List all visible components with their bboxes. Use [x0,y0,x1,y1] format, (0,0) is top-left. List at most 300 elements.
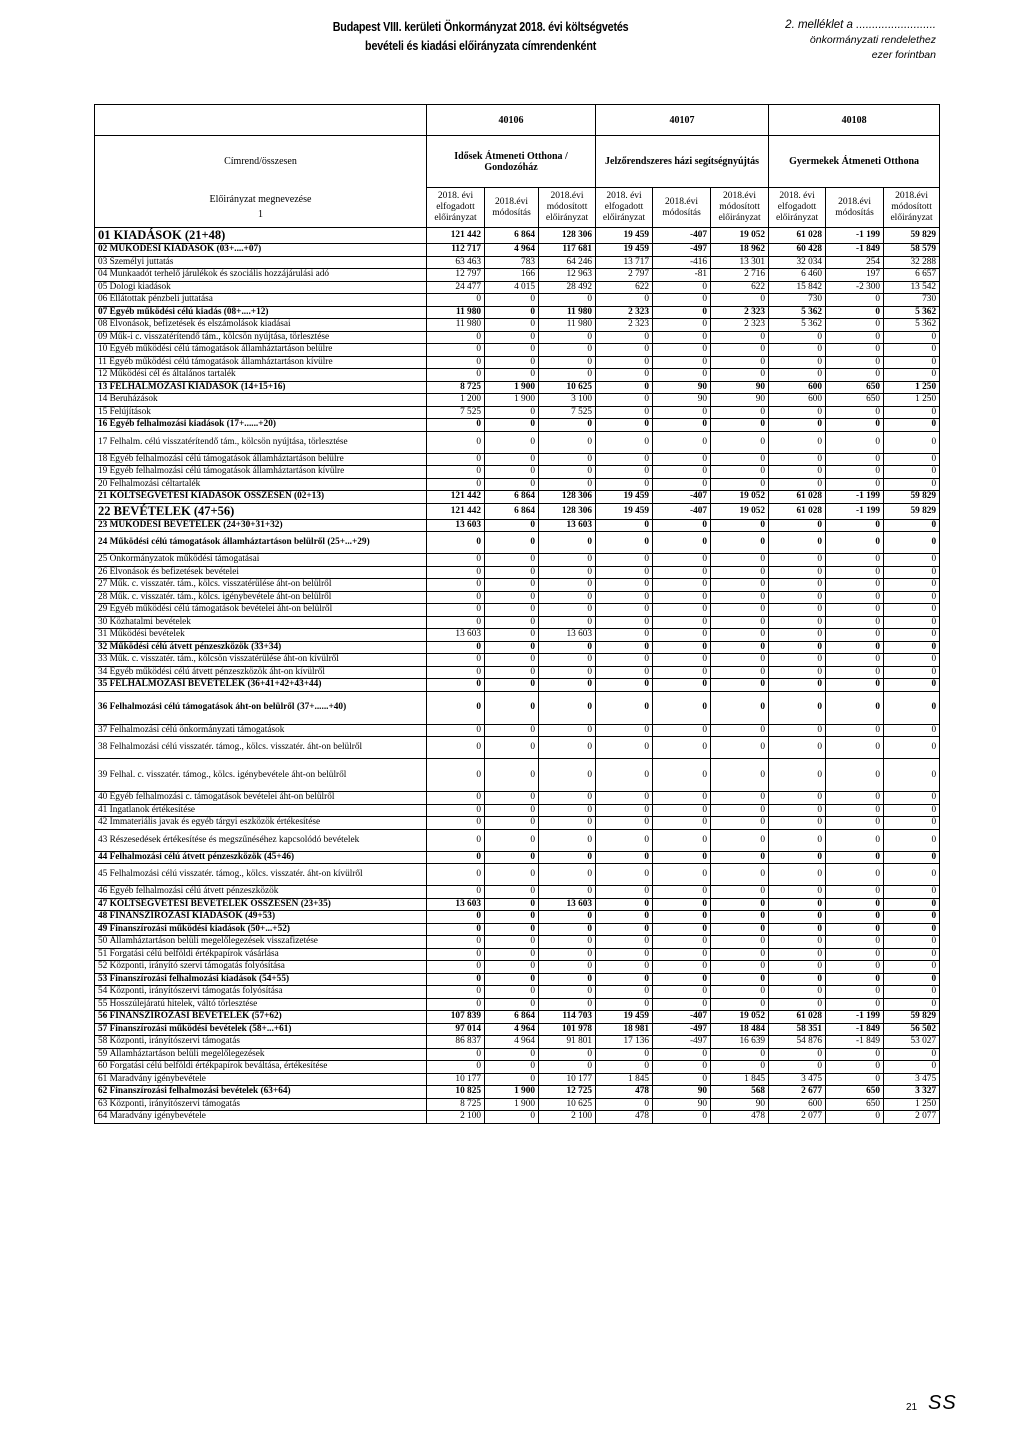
row-value: 0 [539,466,596,479]
row-value: 0 [653,948,711,961]
row-value: 0 [884,923,940,936]
row-label: 62 Finanszírozási felhalmozási bevételek (63+64) [95,1086,427,1099]
row-value: 0 [596,898,653,911]
row-label: 16 Egyéb felhalmozási kiadások (17+......+20) [95,419,427,432]
row-value: 783 [485,256,539,269]
row-value: -1 199 [826,1011,884,1024]
row-value: 0 [711,886,769,899]
row-value: 6 460 [769,269,826,282]
row-value: 0 [884,724,940,737]
table-row [95,244,940,257]
row-value: 0 [653,886,711,899]
row-value: 10 177 [427,1073,485,1086]
row-value: 0 [427,817,485,830]
row-value: 0 [711,641,769,654]
row-value: 0 [769,1048,826,1061]
row-value: 10 625 [539,381,596,394]
row-value: 0 [427,923,485,936]
row-value: 0 [884,431,940,453]
row-label: 49 Finanszírozási működési kiadások (50+...+52) [95,923,427,936]
row-value: 0 [769,641,826,654]
table-row [95,344,940,357]
row-value: 0 [884,629,940,642]
row-value: 478 [711,1111,769,1124]
row-value: 2 677 [769,1086,826,1099]
table-row [95,948,940,961]
table-row [95,666,940,679]
row-value: 60 428 [769,244,826,257]
table-row [95,886,940,899]
row-value: 0 [596,654,653,667]
row-value: 0 [884,986,940,999]
row-value: -1 199 [826,228,884,244]
row-value: 6 864 [485,228,539,244]
row-value: 18 981 [596,1023,653,1036]
row-value: 0 [485,579,539,592]
row-value: 0 [485,737,539,759]
table-row [95,519,940,532]
row-label: 41 Ingatlanok értékesítése [95,804,427,817]
row-value: 19 459 [596,491,653,504]
row-value: 19 459 [596,228,653,244]
row-value: 0 [596,666,653,679]
row-value: 0 [596,356,653,369]
row-value: 0 [826,666,884,679]
row-value: 0 [826,923,884,936]
row-value: 18 962 [711,244,769,257]
row-value: 0 [427,737,485,759]
row-value: 0 [769,936,826,949]
row-value: 0 [539,759,596,792]
row-value: 121 442 [427,228,485,244]
row-value: 0 [653,579,711,592]
row-value: 0 [427,792,485,805]
row-value: 19 052 [711,491,769,504]
row-label: 47 KÖLTSÉGVETÉSI BEVÉTELEK ÖSSZESEN (23+35) [95,898,427,911]
row-value: -1 849 [826,1036,884,1049]
row-label: 37 Felhalmozási célú önkormányzati támogatások [95,724,427,737]
row-value: 13 717 [596,256,653,269]
annex-label: 2. melléklet a ......................... [785,19,936,31]
row-value: 0 [711,851,769,864]
row-value: 0 [826,1073,884,1086]
row-value: 0 [711,804,769,817]
row-value: 0 [769,369,826,382]
row-label: 59 Államháztartáson belüli megelőlegezések [95,1048,427,1061]
row-value: 90 [653,394,711,407]
row-value: 0 [826,453,884,466]
row-value: 0 [539,737,596,759]
table-row [95,319,940,332]
row-value: 0 [485,1111,539,1124]
row-value: 0 [427,759,485,792]
row-value: 0 [769,356,826,369]
row-value: 0 [485,466,539,479]
row-value: 254 [826,256,884,269]
row-value: 0 [826,654,884,667]
row-label: 13 FELHALMOZÁSI KIADÁSOK (14+15+16) [95,381,427,394]
row-value: 0 [711,817,769,830]
table-row [95,1061,940,1074]
row-value: 0 [769,864,826,886]
table-row [95,616,940,629]
row-value: 0 [427,886,485,899]
group-code: 40107 [596,105,769,136]
row-value: 0 [826,886,884,899]
row-label: 19 Egyéb felhalmozási célú támogatások államháztartáson kívülre [95,466,427,479]
row-value: 0 [711,986,769,999]
row-value: 121 442 [427,491,485,504]
table-row [95,579,940,592]
row-value: 650 [826,394,884,407]
row-value: 8 725 [427,1098,485,1111]
table-row [95,1086,940,1099]
row-value: 0 [826,306,884,319]
row-label: 52 Központi, irányító szervi támogatás folyósítása [95,961,427,974]
row-value: 0 [596,679,653,692]
row-value: 0 [769,961,826,974]
row-value: 0 [653,344,711,357]
row-value: 0 [826,998,884,1011]
row-value: 117 681 [539,244,596,257]
row-value: 0 [769,419,826,432]
row-value: 0 [826,419,884,432]
row-label: 42 Immateriális javak és egyéb tárgyi eszközök értékesítése [95,817,427,830]
row-value: 0 [769,911,826,924]
row-label: 06 Ellátottak pénzbeli juttatása [95,294,427,307]
row-value: 0 [539,356,596,369]
row-value: 0 [485,532,539,554]
row-value: 0 [826,591,884,604]
row-value: 61 028 [769,1011,826,1024]
row-value: 0 [653,1073,711,1086]
row-value: 622 [711,281,769,294]
row-value: 0 [539,579,596,592]
row-value: 0 [826,759,884,792]
row-value: 0 [884,616,940,629]
row-value: 0 [485,948,539,961]
row-value: 0 [711,331,769,344]
row-value: 0 [485,898,539,911]
row-value: 0 [596,478,653,491]
row-value: 0 [596,724,653,737]
row-label: 10 Egyéb működési célú támogatások államháztartáson belülre [95,344,427,357]
row-value: 0 [653,759,711,792]
table-row [95,724,940,737]
row-value: 0 [539,923,596,936]
row-value: 0 [485,406,539,419]
row-value: 0 [596,532,653,554]
row-value: 0 [826,1048,884,1061]
row-value: 0 [826,478,884,491]
row-label: 39 Felhal. c. visszatér. támog., kölcs. igénybevétele áht-on belülről [95,759,427,792]
row-value: 0 [884,519,940,532]
row-value: 0 [427,478,485,491]
row-value: 0 [884,804,940,817]
row-value: 0 [653,406,711,419]
row-value: 0 [826,898,884,911]
row-value: 0 [427,641,485,654]
row-value: 730 [769,294,826,307]
row-label: 60 Forgatási célú belföldi értékpapírok beváltása, értékesítése [95,1061,427,1074]
col-header: 2018. évi elfogadott előirányzat [596,188,653,228]
row-value: 0 [884,331,940,344]
row-value: 0 [427,666,485,679]
table-row [95,269,940,282]
table-row [95,381,940,394]
row-value: 0 [653,356,711,369]
table-row [95,998,940,1011]
row-value: 1 845 [711,1073,769,1086]
row-value: 0 [539,369,596,382]
row-value: 0 [539,1048,596,1061]
row-value: 0 [826,1111,884,1124]
row-value: 0 [485,973,539,986]
row-value: 0 [653,604,711,617]
row-value: 0 [884,961,940,974]
head-blank [95,105,427,136]
row-value: 0 [826,331,884,344]
row-value: 0 [427,356,485,369]
row-value: 0 [539,817,596,830]
row-value: 0 [596,1061,653,1074]
row-label: 24 Működési célú támogatások államháztartáson belülről (25+...+29) [95,532,427,554]
row-value: 0 [485,864,539,886]
row-value: 0 [596,419,653,432]
row-value: 0 [711,724,769,737]
row-value: 0 [711,579,769,592]
row-value: 58 351 [769,1023,826,1036]
row-value: 0 [711,911,769,924]
row-value: -407 [653,1011,711,1024]
row-label: 28 Műk. c. visszatér. tám., kölcs. igénybevétele áht-on belülről [95,591,427,604]
row-value: 0 [826,864,884,886]
row-value: 19 052 [711,228,769,244]
table-row [95,228,940,244]
table-row [95,566,940,579]
row-value: 0 [884,406,940,419]
row-value: 1 200 [427,394,485,407]
table-row [95,691,940,724]
row-value: 0 [711,356,769,369]
row-value: 0 [711,737,769,759]
row-value: -497 [653,1036,711,1049]
row-value: 0 [539,961,596,974]
row-value: 0 [769,466,826,479]
row-value: 0 [769,654,826,667]
table-row [95,864,940,886]
row-value: 0 [711,923,769,936]
row-value: 0 [653,817,711,830]
row-value: 0 [427,419,485,432]
table-row [95,294,940,307]
row-value: 0 [711,864,769,886]
row-value: 0 [884,898,940,911]
row-value: 0 [884,369,940,382]
table-row [95,923,940,936]
table-row [95,419,940,432]
col-header: 2018.évi módosított előirányzat [711,188,769,228]
row-value: 0 [653,724,711,737]
row-value: 0 [826,356,884,369]
handwritten-initials: SS [928,1392,957,1414]
row-value: 0 [653,281,711,294]
row-value: 1 900 [485,394,539,407]
annex-reference [785,18,936,63]
table-row [95,629,940,642]
row-value: 0 [826,604,884,617]
row-value: 0 [539,936,596,949]
row-value: 0 [826,986,884,999]
row-value: 0 [653,478,711,491]
row-value: 0 [539,566,596,579]
row-value: 0 [769,566,826,579]
row-value: 12 797 [427,269,485,282]
row-value: 600 [769,1098,826,1111]
row-value: 0 [596,381,653,394]
row-value: 0 [769,851,826,864]
col-header: 2018.évi módosított előirányzat [884,188,940,228]
row-value: 0 [539,294,596,307]
row-value: 0 [539,453,596,466]
row-value: 0 [596,294,653,307]
row-value: 32 288 [884,256,940,269]
row-value: 0 [884,666,940,679]
row-label: 43 Részesedések értékesítése és megszűnéséhez kapcsolódó bevételek [95,829,427,851]
row-label: 02 MŰKÖDÉSI KIADÁSOK (03+....+07) [95,244,427,257]
row-value: 0 [884,911,940,924]
row-label: 25 Önkormányzatok működési támogatásai [95,554,427,567]
row-value: 11 980 [539,306,596,319]
row-label: 32 Működési célú átvett pénzeszközök (33+34) [95,641,427,654]
row-value: 0 [769,691,826,724]
row-value: 0 [884,604,940,617]
row-value: 0 [884,579,940,592]
row-label: 48 FINANSZÍROZÁSI KIADÁSOK (49+53) [95,911,427,924]
row-value: 0 [826,431,884,453]
table-row [95,554,940,567]
row-value: 0 [826,829,884,851]
row-value: 0 [711,466,769,479]
row-label: 27 Műk. c. visszatér. tám., kölcs. visszatérülése áht-on belülről [95,579,427,592]
row-value: 0 [596,804,653,817]
row-value: 0 [884,466,940,479]
row-value: 0 [711,591,769,604]
row-value: 0 [596,1048,653,1061]
row-value: 64 246 [539,256,596,269]
table-body [95,228,940,1124]
row-value: 0 [711,344,769,357]
row-value: 0 [485,986,539,999]
row-value: 0 [485,759,539,792]
row-value: 0 [427,998,485,1011]
row-value: 2 100 [427,1111,485,1124]
row-value: 0 [596,737,653,759]
table-row [95,466,940,479]
row-value: 0 [427,1048,485,1061]
row-value: 0 [427,911,485,924]
col-header: 2018. évi elfogadott előirányzat [769,188,826,228]
row-value: 0 [884,829,940,851]
row-label: 53 Finanszírozási felhalmozási kiadások (54+55) [95,973,427,986]
row-value: 0 [653,369,711,382]
table-row [95,1048,940,1061]
row-label: 23 MŰKÖDÉSI BEVÉTELEK (24+30+31+32) [95,519,427,532]
row-label: 34 Egyéb működési célú átvett pénzeszközök áht-on kívülről [95,666,427,679]
row-value: 0 [826,616,884,629]
row-value: -497 [653,1023,711,1036]
row-value: 650 [826,1086,884,1099]
table-row [95,356,940,369]
col-header: 2018.évi módosított előirányzat [539,188,596,228]
group-name: Idősek Átmeneti Otthona / Gondozóház [427,136,596,188]
row-value: 0 [427,724,485,737]
row-value: 0 [884,851,940,864]
row-value: 0 [769,679,826,692]
row-value: 0 [711,419,769,432]
row-value: -1 849 [826,1023,884,1036]
row-value: 0 [596,961,653,974]
table-row [95,453,940,466]
row-value: 0 [539,792,596,805]
row-value: 0 [884,679,940,692]
row-value: 0 [653,864,711,886]
col-header: 2018.évi módosítás [826,188,884,228]
row-value: 0 [596,911,653,924]
row-value: 4 964 [485,244,539,257]
nevezes-text: Előirányzat megnevezése [209,194,312,206]
row-value: 4 015 [485,281,539,294]
row-value: 0 [653,1048,711,1061]
table-row [95,369,940,382]
row-value: 5 362 [884,306,940,319]
row-value: 0 [711,973,769,986]
row-value: 6 657 [884,269,940,282]
row-value: 0 [427,936,485,949]
table-row [95,641,940,654]
row-value: 4 964 [485,1023,539,1036]
table-row [95,1098,940,1111]
col-header: 2018. évi elfogadott előirányzat [427,188,485,228]
table-row [95,591,940,604]
row-value: 0 [653,331,711,344]
row-value: 0 [711,604,769,617]
row-value: 0 [539,973,596,986]
row-value: 650 [826,381,884,394]
row-value: 0 [485,724,539,737]
row-value: 12 963 [539,269,596,282]
row-value: 19 459 [596,1011,653,1024]
row-value: 0 [884,998,940,1011]
row-value: 59 829 [884,1011,940,1024]
row-label: 09 Műk-i c. visszatérítendő tám., kölcsön nyújtása, törlesztése [95,331,427,344]
row-value: 0 [539,641,596,654]
row-value: 0 [711,961,769,974]
row-value: 0 [539,851,596,864]
row-value: 0 [826,554,884,567]
row-value: 0 [485,616,539,629]
row-value: 0 [653,898,711,911]
row-value: 0 [427,369,485,382]
row-value: 0 [485,519,539,532]
row-value: 2 323 [596,306,653,319]
row-value: 0 [539,1061,596,1074]
row-value: 0 [427,294,485,307]
table-row [95,936,940,949]
row-value: 0 [596,973,653,986]
row-value: 1 250 [884,1098,940,1111]
row-value: 0 [653,419,711,432]
